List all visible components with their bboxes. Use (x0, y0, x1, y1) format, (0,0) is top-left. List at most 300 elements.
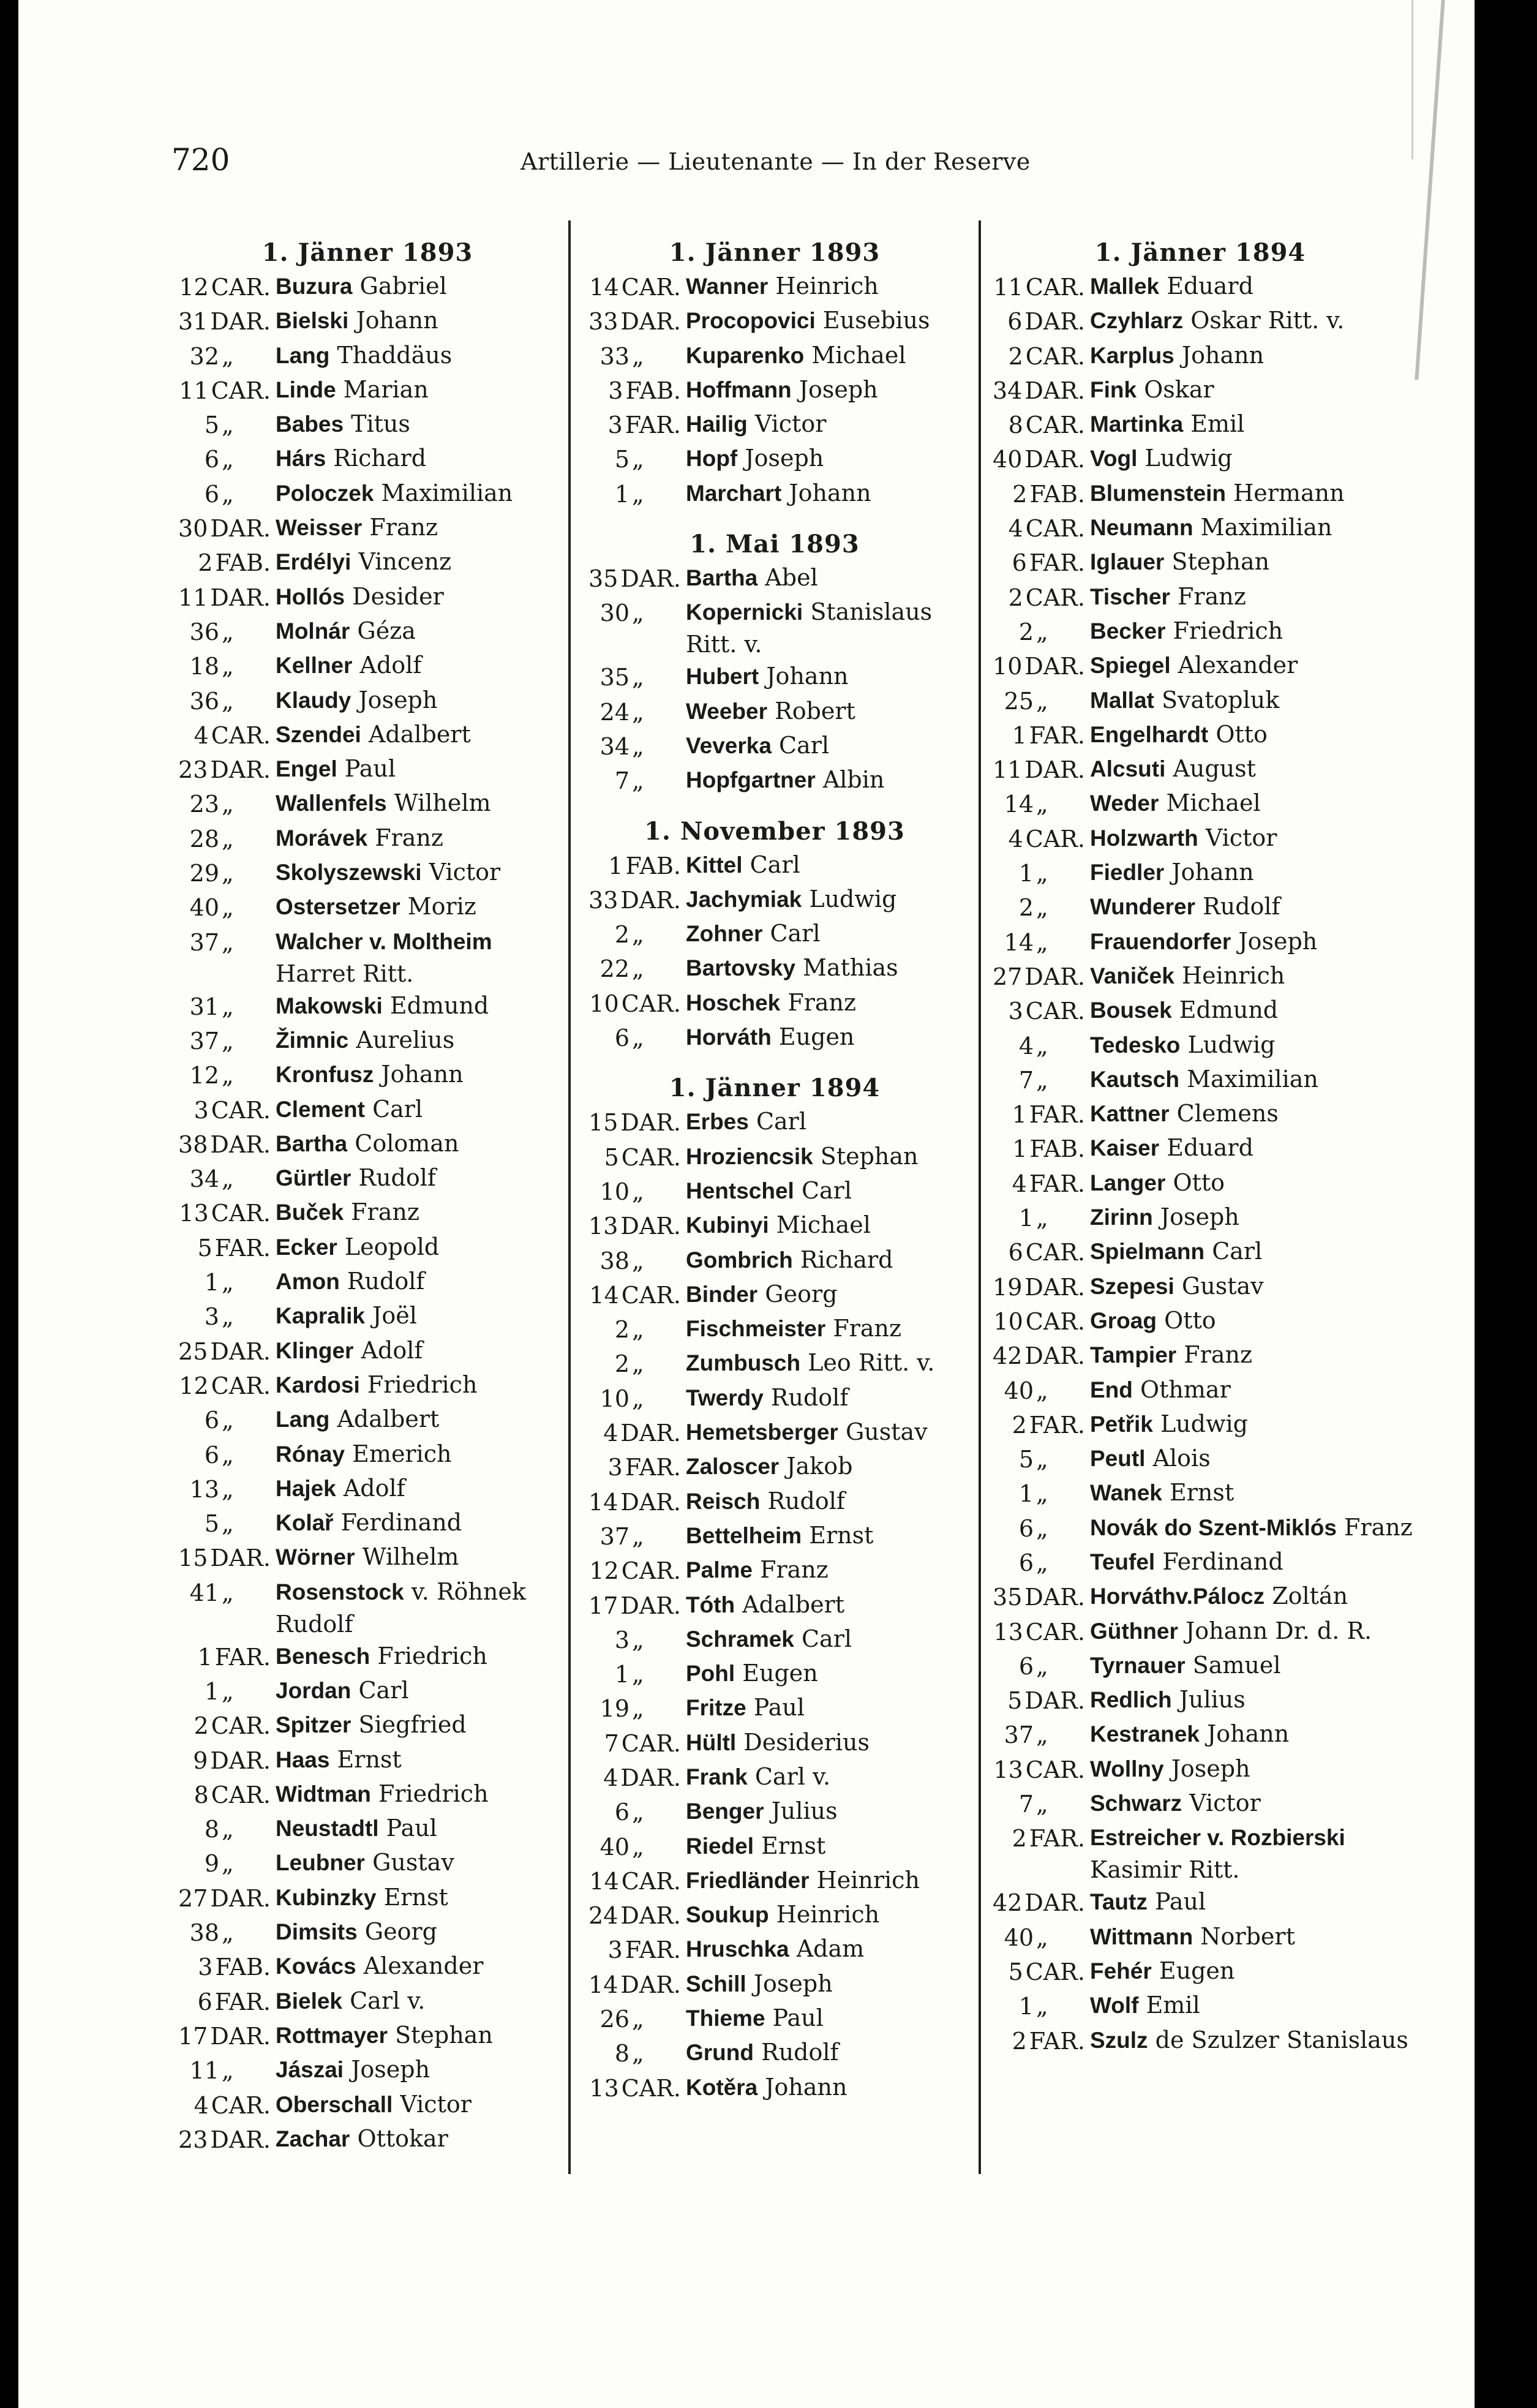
regiment-type: CAR. (1025, 584, 1085, 611)
regiment-number: 4 (1018, 1032, 1034, 1059)
given-name: Eduard (1167, 1134, 1253, 1162)
regiment-type: „ (632, 1833, 644, 1861)
surname: Hemetsberger (686, 1420, 838, 1445)
given-name: Paul (386, 1815, 437, 1842)
given-name: Julius (1179, 1686, 1246, 1714)
given-name: Joseph (753, 1970, 833, 1997)
officer-name (686, 1175, 974, 1209)
given-name: Wilhelm (362, 1543, 459, 1571)
surname: Buzura (276, 274, 353, 299)
officer-name (686, 883, 974, 917)
officer-name (276, 374, 569, 408)
section-heading: 1. Jänner 1893 (669, 238, 881, 267)
regiment-ref (980, 1989, 1090, 2023)
surname: Hárs (276, 446, 326, 472)
officer-name (276, 615, 569, 649)
surname: Hoschek (686, 990, 781, 1015)
surname: Petřik (1090, 1411, 1153, 1437)
officer-name (276, 1985, 569, 2019)
regiment-ref (980, 1442, 1090, 1477)
regiment-number: 37 (1004, 1721, 1034, 1749)
officer-name (1090, 1615, 1421, 1649)
regiment-ref (165, 304, 276, 339)
surname: Makowski (276, 993, 383, 1018)
regiment-number: 19 (599, 1695, 629, 1723)
page-number: 720 (171, 142, 230, 178)
surname: Holzwarth (1090, 825, 1198, 851)
list-entry (165, 1507, 569, 1541)
list-entry (165, 477, 569, 511)
surname: Linde (276, 377, 336, 402)
regiment-ref (980, 374, 1090, 408)
officer-name (686, 442, 974, 476)
regiment-type: DAR. (620, 308, 681, 336)
given-name: Ernst (383, 1883, 448, 1911)
list-entry (980, 1132, 1421, 1166)
list-entry (576, 374, 974, 408)
given-name: Heinrich (816, 1866, 920, 1894)
regiment-number: 13 (588, 1213, 618, 1240)
regiment-number: 38 (189, 1919, 219, 1947)
surname: Gürtler (276, 1165, 351, 1191)
list-entry (576, 1021, 974, 1055)
surname: Soukup (686, 1902, 769, 1928)
regiment-type: CAR. (621, 990, 681, 1017)
list-entry (576, 917, 974, 952)
regiment-ref (165, 1369, 276, 1403)
column-3 (980, 236, 1421, 2058)
regiment-number: 29 (189, 860, 219, 887)
list-entry (165, 270, 569, 304)
regiment-type: „ (222, 1303, 234, 1331)
regiment-number: 3 (608, 377, 623, 404)
surname: Becker (1090, 618, 1166, 644)
regiment-number: 1 (197, 1643, 212, 1671)
given-name: Adolf (343, 1474, 405, 1502)
given-name: Maximilian (1187, 1065, 1318, 1093)
officer-name (686, 270, 974, 304)
regiment-type: „ (632, 1799, 644, 1826)
regiment-number: 11 (993, 756, 1023, 784)
given-name: Eugen (778, 1023, 855, 1051)
given-name: Joël (372, 1302, 417, 1330)
regiment-number: 1 (204, 1269, 219, 1296)
regiment-ref (576, 339, 686, 374)
surname: Ostersetzer (276, 894, 400, 920)
regiment-ref (576, 1347, 686, 1381)
officer-name (276, 753, 569, 787)
regiment-type: CAR. (621, 1143, 681, 1171)
regiment-ref (980, 1270, 1090, 1304)
regiment-type: „ (632, 446, 644, 473)
officer-name (686, 1519, 974, 1554)
regiment-type: DAR. (210, 1747, 271, 1774)
regiment-ref (576, 2002, 686, 2036)
officer-name (276, 1916, 569, 1950)
regiment-type: DAR. (620, 1420, 681, 1447)
officer-name (1090, 511, 1421, 546)
officer-name (1090, 753, 1421, 787)
regiment-number: 4 (1008, 515, 1023, 543)
regiment-type: FAB. (1029, 1135, 1085, 1163)
list-entry (980, 1580, 1421, 1614)
officer-name (686, 374, 974, 408)
given-name: Gustav (1181, 1272, 1264, 1300)
officer-name (686, 1021, 974, 1055)
regiment-number: 23 (178, 756, 208, 784)
regiment-ref (165, 990, 276, 1024)
given-name: Johann (789, 479, 871, 506)
surname: Rónay (276, 1441, 345, 1467)
regiment-number: 6 (1007, 308, 1023, 336)
regiment-type: „ (222, 1165, 234, 1193)
officer-name (1090, 581, 1421, 615)
regiment-type: „ (1036, 1924, 1048, 1951)
given-name: Ernst (337, 1745, 402, 1773)
surname: Schill (686, 1971, 746, 1996)
regiment-ref (165, 270, 276, 304)
regiment-type: „ (222, 1407, 234, 1434)
surname: Bettelheim (686, 1522, 802, 1548)
regiment-ref (980, 960, 1090, 994)
list-entry (980, 1167, 1421, 1201)
list-entry (165, 1403, 569, 1437)
given-name: Carl (801, 1176, 852, 1204)
regiment-ref (576, 1761, 686, 1795)
regiment-number: 14 (588, 1971, 618, 1998)
officer-name (686, 1140, 974, 1175)
regiment-number: 35 (599, 664, 629, 691)
surname: Amon (276, 1269, 340, 1295)
regiment-number: 9 (204, 1850, 219, 1878)
regiment-number: 7 (604, 1729, 619, 1757)
given-name: Ernst (1169, 1479, 1234, 1507)
given-name: Joseph (1160, 1203, 1239, 1231)
surname: Hopf (686, 446, 738, 472)
given-name: Rudolf (358, 1164, 436, 1192)
surname: Hroziencsik (686, 1143, 813, 1169)
officer-name (276, 1058, 569, 1093)
given-name: Carl v. (754, 1763, 831, 1790)
surname: Walcher v. Moltheim (276, 928, 492, 954)
regiment-type: „ (632, 342, 644, 370)
regiment-number: 10 (993, 653, 1023, 680)
regiment-ref (165, 1127, 276, 1162)
regiment-type: „ (222, 1919, 234, 1947)
list-entry (980, 787, 1421, 821)
surname: Wörner (276, 1545, 355, 1570)
regiment-ref (576, 1140, 686, 1175)
list-entry (165, 1709, 569, 1743)
regiment-ref (165, 477, 276, 511)
given-name: Ludwig (1187, 1031, 1276, 1058)
officer-name (686, 1657, 974, 1691)
surname: Frauendorfer (1090, 928, 1231, 954)
list-entry (165, 684, 569, 718)
officer-name (1090, 1132, 1421, 1166)
column-1 (165, 236, 569, 2157)
given-name: Franz (351, 1198, 419, 1226)
regiment-ref (165, 1472, 276, 1507)
regiment-number: 6 (204, 446, 219, 473)
given-name: Johann Dr. d. R. (1185, 1617, 1372, 1644)
regiment-number: 6 (204, 480, 219, 508)
given-name: Franz (760, 1556, 829, 1584)
regiment-number: 19 (993, 1273, 1023, 1301)
officer-name (686, 952, 974, 986)
list-entry (576, 1312, 974, 1347)
officer-name (686, 1898, 974, 1933)
regiment-ref (165, 1024, 276, 1058)
regiment-number: 12 (589, 1557, 619, 1585)
officer-name (686, 729, 974, 764)
list-entry (165, 2123, 569, 2157)
list-entry (980, 1477, 1421, 1511)
regiment-number: 42 (993, 1889, 1023, 1917)
list-entry (980, 511, 1421, 546)
list-entry (980, 856, 1421, 890)
regiment-type: DAR. (620, 565, 681, 593)
regiment-type: „ (1036, 1721, 1048, 1749)
regiment-type: DAR. (210, 1338, 271, 1365)
section-heading: 1. Jänner 1894 (1094, 238, 1306, 267)
surname: Novák do Szent-Miklós (1090, 1514, 1337, 1540)
surname: Redlich (1090, 1687, 1172, 1713)
regiment-number: 36 (189, 618, 219, 645)
list-entry (165, 1093, 569, 1127)
regiment-type: CAR. (1025, 1307, 1085, 1335)
given-name: Carl (756, 1108, 806, 1135)
regiment-ref (980, 581, 1090, 615)
given-name: Victor (754, 410, 827, 438)
regiment-number: 38 (599, 1247, 629, 1274)
regiment-type: CAR. (621, 1729, 681, 1757)
regiment-type: „ (1036, 1066, 1048, 1094)
regiment-type: „ (222, 687, 234, 715)
officer-name (686, 1347, 974, 1381)
regiment-ref (980, 718, 1090, 753)
regiment-type: CAR. (1025, 1618, 1085, 1646)
regiment-ref (576, 1244, 686, 1278)
regiment-type: „ (222, 1579, 234, 1606)
regiment-type: „ (1036, 1514, 1048, 1542)
list-entry (980, 477, 1421, 511)
given-name: Gustav (845, 1418, 928, 1446)
surname: Babes (276, 412, 344, 437)
surname: Kotěra (686, 2074, 758, 2100)
surname: Buček (276, 1200, 344, 1225)
regiment-type: „ (1036, 1032, 1048, 1059)
officer-name (276, 1507, 569, 1541)
officer-name (1090, 925, 1421, 960)
given-name: Kasimir Ritt. (1090, 1856, 1240, 1884)
given-name: Johann (1181, 341, 1265, 369)
list-entry (576, 2002, 974, 2036)
given-name: Johann (381, 1061, 464, 1088)
regiment-number: 6 (1018, 1652, 1034, 1680)
list-entry (165, 1058, 569, 1093)
given-name: Ludwig (1144, 445, 1233, 472)
regiment-type: FAR. (214, 1988, 271, 2015)
regiment-type: FAR. (625, 1936, 681, 1964)
officer-name (276, 304, 569, 339)
regiment-type: „ (632, 600, 644, 627)
regiment-ref (576, 660, 686, 694)
officer-name (686, 917, 974, 952)
list-entry (980, 1886, 1421, 1920)
surname: Wallenfels (276, 791, 387, 816)
regiment-type: DAR. (210, 308, 271, 336)
officer-name (276, 2123, 569, 2157)
regiment-ref (165, 511, 276, 546)
list-entry (576, 1450, 974, 1484)
officer-name (276, 339, 569, 374)
surname: Hollós (276, 584, 345, 609)
given-name: Oskar Ritt. v. (1190, 307, 1345, 334)
list-entry (165, 1334, 569, 1369)
given-name: Desider (352, 582, 444, 610)
surname: Hültl (686, 1729, 737, 1755)
regiment-number: 10 (599, 1178, 629, 1205)
given-name: Eugen (742, 1660, 818, 1687)
regiment-type: „ (222, 446, 234, 473)
officer-name (276, 990, 569, 1024)
regiment-number: 7 (1018, 1791, 1034, 1818)
officer-name (1090, 270, 1421, 304)
surname: Kubinzky (276, 1884, 377, 1910)
regiment-type: CAR. (1025, 342, 1085, 370)
officer-name (276, 890, 569, 925)
regiment-ref (980, 615, 1090, 649)
regiment-type: „ (222, 412, 234, 439)
regiment-ref (576, 1416, 686, 1450)
regiment-number: 3 (607, 1454, 623, 1481)
list-entry (980, 1063, 1421, 1097)
officer-name (686, 1589, 974, 1623)
regiment-number: 13 (993, 1618, 1023, 1646)
officer-name (686, 2071, 974, 2105)
regiment-number: 2 (614, 1316, 629, 1344)
list-entry (165, 2088, 569, 2123)
surname: Benesch (276, 1643, 370, 1669)
regiment-number: 6 (204, 1441, 219, 1469)
regiment-type: CAR. (211, 1781, 271, 1808)
regiment-ref (165, 925, 276, 990)
regiment-type: „ (222, 1677, 234, 1705)
list-entry (980, 1304, 1421, 1339)
regiment-type: CAR. (1025, 274, 1085, 301)
list-entry (980, 1989, 1421, 2023)
surname: Mallat (1090, 687, 1154, 713)
given-name: Heinrich (775, 273, 879, 299)
given-name: Coloman (355, 1129, 459, 1157)
surname: Kestranek (1090, 1721, 1200, 1747)
list-entry (980, 1339, 1421, 1373)
regiment-number: 7 (614, 767, 629, 795)
regiment-ref (576, 1830, 686, 1864)
officer-name (1090, 1235, 1421, 1270)
regiment-type: DAR. (210, 1131, 271, 1158)
list-entry (980, 684, 1421, 718)
regiment-type: DAR. (620, 1764, 681, 1791)
surname: Neumann (1090, 515, 1193, 541)
officer-name (1090, 1408, 1421, 1442)
officer-name (1090, 1821, 1421, 1886)
regiment-type: DAR. (620, 1592, 681, 1619)
regiment-ref (980, 1955, 1090, 1989)
given-name: Othmar (1140, 1375, 1231, 1403)
regiment-ref (576, 2071, 686, 2105)
surname: Güthner (1090, 1618, 1178, 1644)
surname: Zohner (686, 921, 763, 947)
surname: Kovács (276, 1954, 356, 1979)
list-entry (980, 1408, 1421, 1442)
given-name: Svatopluk (1161, 686, 1280, 713)
list-entry (576, 1830, 974, 1864)
given-name: Carl (750, 851, 800, 878)
officer-name (686, 1244, 974, 1278)
surname: Fischmeister (686, 1316, 826, 1342)
given-name: Heinrich (776, 1901, 880, 1928)
regiment-number: 24 (599, 698, 629, 726)
surname: Fritze (686, 1695, 746, 1721)
regiment-number: 6 (204, 1407, 219, 1434)
list-entry (980, 822, 1421, 856)
list-entry (165, 1881, 569, 1916)
list-entry (576, 1140, 974, 1175)
given-name: Georg (364, 1918, 437, 1946)
list-entry (165, 1744, 569, 1778)
regiment-number: 34 (993, 377, 1023, 404)
given-name: Desiderius (743, 1728, 870, 1756)
list-entry (576, 304, 974, 339)
regiment-ref (576, 1485, 686, 1519)
regiment-type: FAR. (625, 1454, 681, 1481)
regiment-type: „ (1036, 1446, 1048, 1473)
regiment-type: „ (1036, 860, 1048, 887)
surname: Vogl (1090, 446, 1138, 472)
surname: Zaloscer (686, 1454, 780, 1480)
list-entry (576, 1485, 974, 1519)
regiment-type: DAR. (210, 2126, 271, 2153)
officer-name (276, 718, 569, 753)
given-name: Emerich (352, 1440, 452, 1467)
officer-name (276, 1778, 569, 1812)
officer-name (1090, 374, 1421, 408)
officer-name (1090, 1304, 1421, 1339)
regiment-number: 14 (589, 274, 619, 301)
scan-scratch-mark (1411, 0, 1413, 159)
regiment-type: FAR. (1029, 1101, 1085, 1129)
surname: Iglauer (1090, 549, 1165, 575)
regiment-number: 2 (1008, 584, 1023, 611)
officer-name (1090, 1442, 1421, 1477)
list-entry (576, 1416, 974, 1450)
list-entry (576, 1795, 974, 1829)
officer-name (1090, 1718, 1421, 1752)
regiment-type: „ (222, 1475, 234, 1503)
list-entry (165, 408, 569, 442)
regiment-type: DAR. (620, 1109, 681, 1137)
list-entry (165, 339, 569, 374)
surname: Schramek (686, 1626, 794, 1652)
officer-name (1090, 1339, 1421, 1373)
regiment-number: 12 (189, 1062, 219, 1089)
regiment-number: 4 (1012, 1170, 1027, 1197)
given-name: Paul (772, 2004, 824, 2032)
regiment-ref (576, 1278, 686, 1312)
list-entry (980, 1235, 1421, 1270)
